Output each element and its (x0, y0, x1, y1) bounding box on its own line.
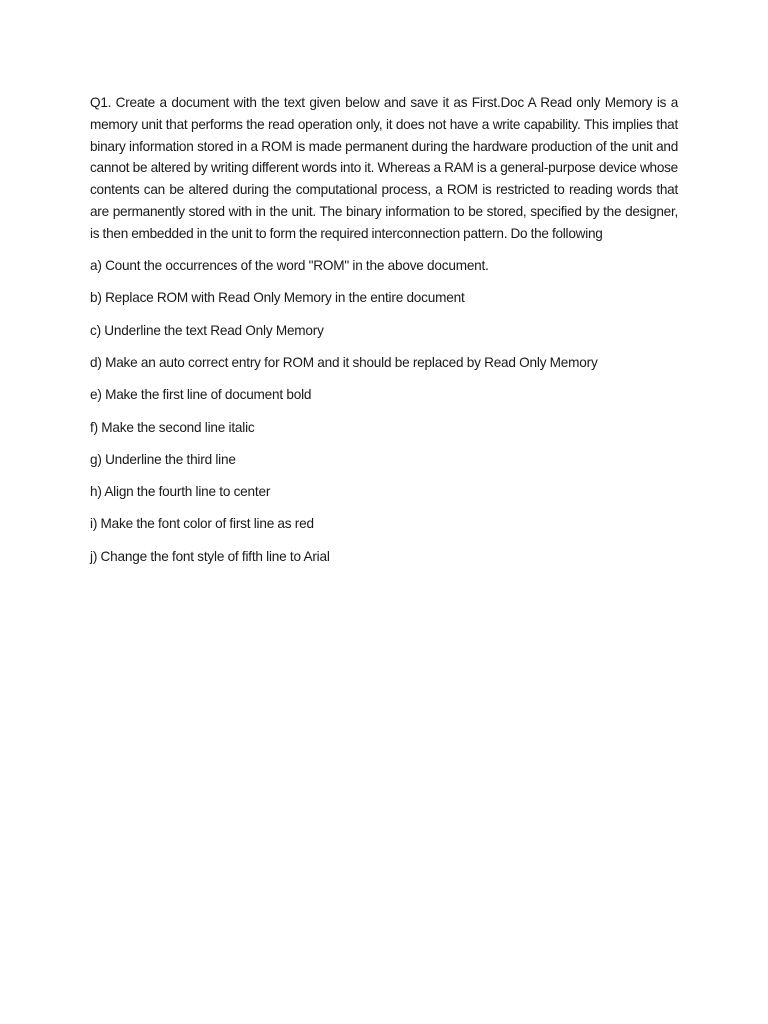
task-item-i: i) Make the font color of first line as red (90, 516, 314, 532)
task-item-c: c) Underline the text Read Only Memory (90, 322, 324, 338)
task-item-b: b) Replace ROM with Read Only Memory in the entire document (90, 290, 465, 306)
task-item-f: f) Make the second line italic (90, 419, 255, 435)
task-item-g: g) Underline the third line (90, 451, 236, 467)
task-item-h: h) Align the fourth line to center (90, 484, 271, 500)
task-list (90, 255, 678, 567)
document-body (90, 92, 678, 568)
question-paragraph: Q1. Create a document with the text given below and save it as First.Doc A Read only Memory is a memory unit that performs the read operation only, it does not have a write capability. This implies that binary information stored in a ROM is made permanent during the hardware production of the unit and cannot be altered by writing different words into it. Whereas a RAM is a general-purpose device whose contents can be altered during the computational process, a ROM is restricted to reading words that are permanently stored with in the unit. The binary information to be stored, specified by the designer, is then embedded in the unit to form the required interconnection pattern. Do the following (90, 95, 678, 241)
task-item-a: a) Count the occurrences of the word "ROM" in the above document. (90, 258, 489, 274)
task-item-j: j) Change the font style of fifth line to Arial (90, 548, 330, 564)
task-item-e: e) Make the first line of document bold (90, 387, 312, 403)
task-item-d: d) Make an auto correct entry for ROM and it should be replaced by Read Only Memory (90, 354, 598, 370)
